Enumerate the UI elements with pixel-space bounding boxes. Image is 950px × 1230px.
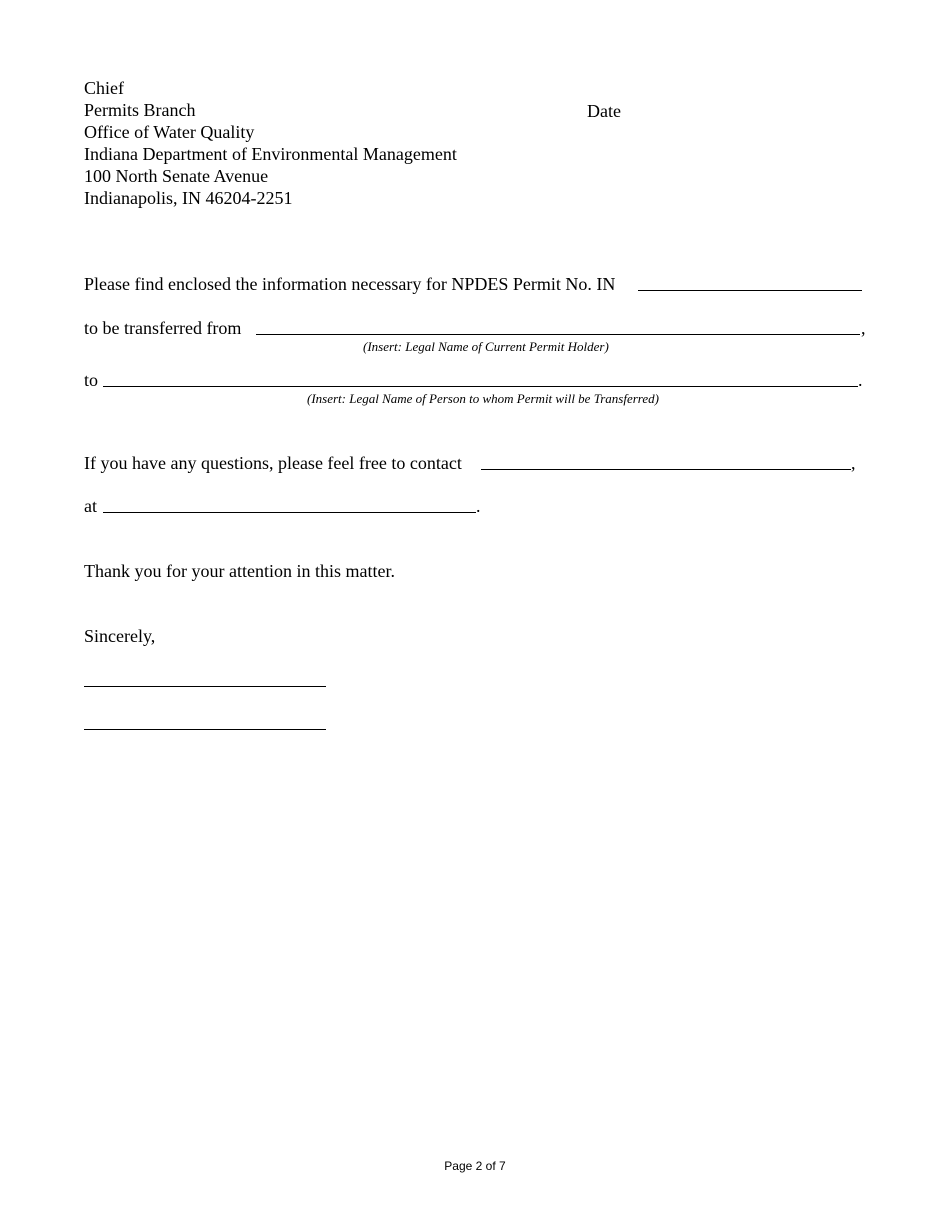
comma: ,	[851, 453, 856, 473]
to-text: to	[84, 370, 99, 390]
signature-field[interactable]	[84, 686, 326, 687]
recipient-line: Indianapolis, IN 46204-2251	[84, 187, 293, 208]
new-holder-hint: (Insert: Legal Name of Person to whom Permit will be Transferred)	[307, 391, 659, 406]
recipient-line: Office of Water Quality	[84, 121, 255, 142]
contact-phone-field[interactable]	[103, 512, 476, 513]
comma: ,	[861, 318, 866, 338]
transfer-from-text: to be transferred from	[84, 318, 242, 338]
page-number: Page 2 of 7	[444, 1159, 506, 1173]
recipient-line: 100 North Senate Avenue	[84, 165, 269, 186]
at-text: at	[84, 496, 97, 516]
recipient-line: Indiana Department of Environmental Management	[84, 143, 457, 164]
permit-text: Please find enclosed the information necessary for NPDES Permit No. IN	[84, 274, 616, 294]
contact-name-field[interactable]	[481, 469, 851, 470]
closing-text: Sincerely,	[84, 626, 156, 646]
thanks-text: Thank you for your attention in this matter.	[84, 561, 395, 581]
date-label: Date	[587, 101, 621, 121]
new-holder-field[interactable]	[103, 386, 858, 387]
current-holder-field[interactable]	[256, 334, 860, 335]
current-holder-hint: (Insert: Legal Name of Current Permit Holder)	[363, 339, 609, 354]
signer-name-field[interactable]	[84, 729, 326, 730]
permit-number-field[interactable]	[638, 290, 862, 291]
recipient-line: Permits Branch	[84, 99, 196, 120]
contact-text: If you have any questions, please feel free to contact	[84, 453, 462, 473]
period: .	[476, 496, 481, 516]
recipient-address	[84, 78, 457, 209]
recipient-line: Chief	[84, 78, 124, 98]
period: .	[858, 370, 863, 390]
